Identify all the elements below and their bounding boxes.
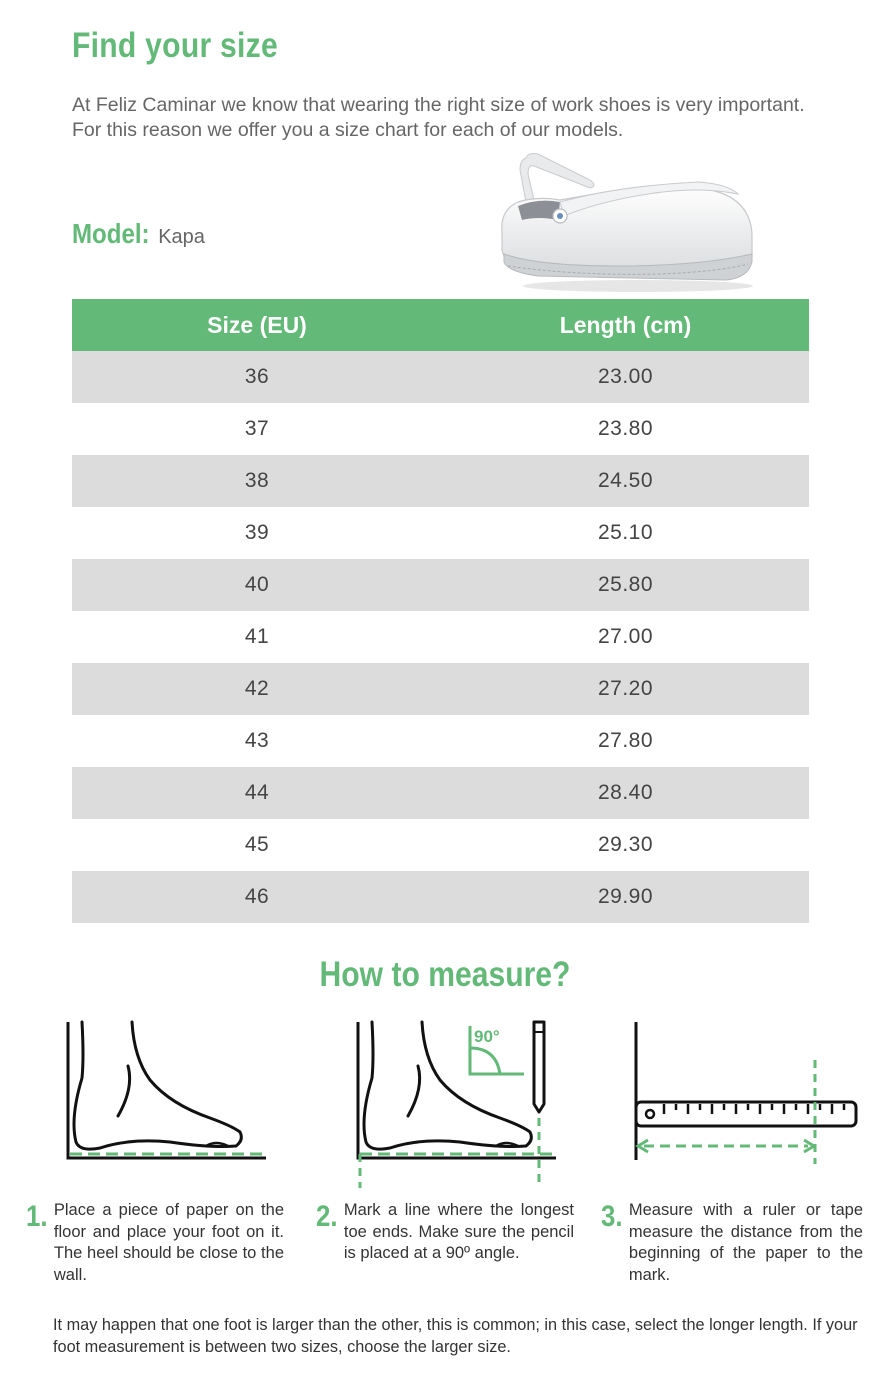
pencil-mark-illustration <box>350 1018 562 1190</box>
how-to-measure-title: How to measure? <box>319 955 571 994</box>
step-3 <box>601 1200 863 1286</box>
table-row <box>72 715 809 767</box>
step-3-number: 3. <box>601 1200 623 1233</box>
intro-text: At Feliz Caminar we know that wearing the right size of work shoes is very important. For this reason we offer you a size chart for each of our models. <box>72 94 805 141</box>
length-cell: 27.80 <box>442 715 809 767</box>
ruler-illustration <box>626 1018 862 1166</box>
table-row <box>72 663 809 715</box>
size-chart-table <box>72 299 809 923</box>
size-cell: 46 <box>72 871 442 923</box>
step-2-text: Mark a line where the longest toe ends. Make sure the pencil is placed at a 90º angle. <box>343 1201 574 1262</box>
model-label: Model: <box>72 218 150 249</box>
foot-on-paper-illustration <box>60 1018 272 1166</box>
table-row <box>72 351 809 403</box>
step-2-number: 2. <box>316 1200 338 1233</box>
angle-label: 90° <box>474 1027 500 1046</box>
length-cell: 24.50 <box>442 455 809 507</box>
length-cell: 28.40 <box>442 767 809 819</box>
size-cell: 40 <box>72 559 442 611</box>
step-1-number: 1. <box>26 1200 48 1233</box>
table-row <box>72 403 809 455</box>
size-cell: 38 <box>72 455 442 507</box>
size-cell: 43 <box>72 715 442 767</box>
table-row <box>72 871 809 923</box>
length-cell: 23.00 <box>442 351 809 403</box>
step-3-text: Measure with a ruler or tape measure the distance from the beginning of the paper to the mark. <box>628 1201 863 1284</box>
table-row <box>72 611 809 663</box>
table-row <box>72 819 809 871</box>
length-cell: 29.90 <box>442 871 809 923</box>
table-row <box>72 507 809 559</box>
size-cell: 42 <box>72 663 442 715</box>
shoe-image <box>498 150 760 295</box>
length-cell: 23.80 <box>442 403 809 455</box>
size-cell: 45 <box>72 819 442 871</box>
step-1 <box>26 1200 284 1286</box>
length-cell: 25.80 <box>442 559 809 611</box>
header-size: Size (EU) <box>72 299 442 351</box>
model-row <box>72 218 205 250</box>
step-1-text: Place a piece of paper on the floor and place your foot on it. The heel should be close to the wall. <box>53 1201 284 1284</box>
size-cell: 44 <box>72 767 442 819</box>
size-cell: 36 <box>72 351 442 403</box>
model-value: Kapa <box>158 226 205 248</box>
size-cell: 41 <box>72 611 442 663</box>
page-title: Find your size <box>72 26 278 65</box>
header-length: Length (cm) <box>442 299 809 351</box>
table-row <box>72 559 809 611</box>
length-cell: 25.10 <box>442 507 809 559</box>
length-cell: 29.30 <box>442 819 809 871</box>
size-cell: 39 <box>72 507 442 559</box>
step-2 <box>316 1200 574 1265</box>
table-row <box>72 767 809 819</box>
size-cell: 37 <box>72 403 442 455</box>
table-row <box>72 455 809 507</box>
length-cell: 27.00 <box>442 611 809 663</box>
length-cell: 27.20 <box>442 663 809 715</box>
footer-note: It may happen that one foot is larger than the other, this is common; in this case, select the longer length. If your foot measurement is between two sizes, choose the larger size. <box>53 1316 858 1356</box>
table-header-row <box>72 299 809 351</box>
